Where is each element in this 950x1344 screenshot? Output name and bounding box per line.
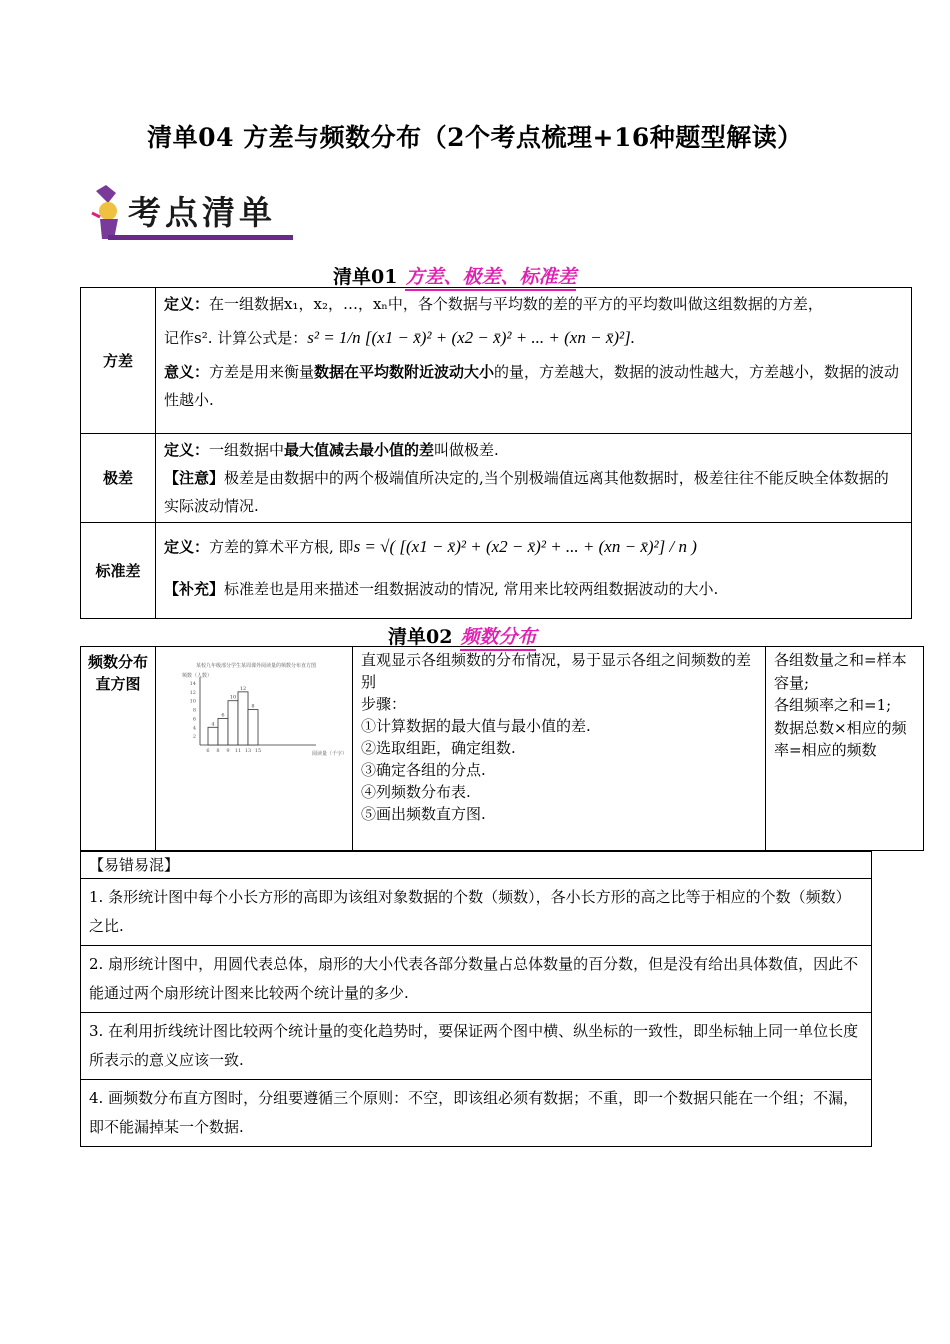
table-row xyxy=(81,647,924,851)
table-row xyxy=(81,288,912,434)
variance-content: 定义：在一组数据x₁，x₂，…，xₙ中，各个数据与平均数的差的平方的平均数叫做这组数据的方差， 记作s². 计算公式是：s² = 1/n [(x1 − x̄)² + (x2 − x̄)² + ... + (xn − x̄)²]. 意义：方差是用来衡量数据在平均数附近波动大小的量，方差越大，数据的波动性越大，方差越小，数据的波动性越小. xyxy=(156,288,912,434)
step-item: ⑤画出频数直方图. xyxy=(361,805,486,823)
section-badge xyxy=(88,183,293,245)
x-tick-label: 9 xyxy=(226,748,230,754)
section1-heading xyxy=(333,262,576,289)
y-tick-label: 14 xyxy=(189,681,196,687)
section2-table xyxy=(80,646,924,851)
histogram-description: 直观显示各组频数的分布情况，易于显示各组之间频数的差别 步骤： ①计算数据的最大值与最小值的差. ②选取组距，确定组数. ③确定各组的分点. ④列频数分布表. ⑤画出频数直方图. xyxy=(353,647,766,851)
stddev-content: 定义：方差的算术平方根, 即s = √( [(x1 − x̄)² + (x2 − x̄)² + ... + (xn − x̄)²] / n ) 【补充】标准差也是用来描述一组数据波动的情况, 常用来比较两组数据波动的大小. xyxy=(156,523,912,619)
histogram-notes: 各组数量之和=样本容量; 各组频率之和=1; 数据总数×相应的频率=相应的频数 xyxy=(766,647,924,851)
y-tick-label: 10 xyxy=(189,698,196,705)
error-item: 2. 扇形统计图中，用圆代表总体，扇形的大小代表各部分数量占总体数量的百分数，但是没有给出具体数值，因此不能通过两个扇形统计图来比较两个统计量的多少. xyxy=(81,945,871,1012)
x-tick-label: 11 xyxy=(234,748,242,754)
bar-value-label: 6 xyxy=(221,712,225,719)
section1-prefix: 清单01 xyxy=(333,266,398,288)
errors-heading: 【易错易混】 xyxy=(89,856,180,874)
error-item: 1. 条形统计图中每个小长方形的高即为该组对象数据的个数（频数），各小长方形的高之比等于相应的个数（频数）之比. xyxy=(81,878,871,945)
x-tick-label: 6 xyxy=(206,748,210,754)
x-tick-label: 13 xyxy=(244,748,252,754)
error-item: 3. 在利用折线统计图比较两个统计量的变化趋势时，要保证两个图中横、纵坐标的一致性，即坐标轴上同一单位长度所表示的意义应该一致. xyxy=(81,1012,871,1079)
x-tick-label: 8 xyxy=(216,748,220,754)
chart-ylabel: 频数（人数） xyxy=(182,673,213,679)
row-label-variance: 方差 xyxy=(81,288,156,434)
section2-heading xyxy=(388,622,536,649)
y-tick-label: 6 xyxy=(192,716,196,723)
errors-box xyxy=(80,851,872,1147)
bar-value-label: 4 xyxy=(211,721,215,728)
histogram-chart xyxy=(156,653,352,763)
histogram-cell xyxy=(156,647,353,851)
section1-table xyxy=(80,287,912,619)
step-item: ②选取组距，确定组数. xyxy=(361,739,516,757)
mascot-icon xyxy=(88,183,128,243)
histogram-bar xyxy=(208,727,218,745)
histogram-bar xyxy=(218,718,228,745)
page-title: 清单04 方差与频数分布（2个考点梳理+16种题型解读） xyxy=(147,123,803,152)
step-item: ①计算数据的最大值与最小值的差. xyxy=(361,717,591,735)
stddev-formula: s = √( [(x1 − x̄)² + (x2 − x̄)² + ... + (xn − x̄)²] / n ) xyxy=(353,537,697,556)
row-label-stddev: 标准差 xyxy=(81,523,156,619)
table-row xyxy=(81,523,912,619)
error-item: 4. 画频数分布直方图时，分组要遵循三个原则：不空，即该组必须有数据；不重，即一个数据只能在一个组；不漏，即不能漏掉某一个数据. xyxy=(81,1079,871,1146)
step-item: ④列频数分布表. xyxy=(361,783,471,801)
table-row xyxy=(81,434,912,523)
y-tick-label: 12 xyxy=(189,689,196,696)
section2-name: 频数分布 xyxy=(460,626,536,651)
x-tick-label: 15 xyxy=(254,748,262,754)
variance-formula: s² = 1/n [(x1 − x̄)² + (x2 − x̄)² + ... + (xn − x̄)²]. xyxy=(307,328,635,347)
badge-text: 考点清单 xyxy=(128,193,276,232)
y-tick-label: 8 xyxy=(192,707,196,714)
chart-xlabel: 阅读量（千字） xyxy=(312,751,348,757)
y-tick-label: 2 xyxy=(192,734,196,741)
step-item: ③确定各组的分点. xyxy=(361,761,486,779)
histogram-bar xyxy=(228,701,238,745)
histogram-bar xyxy=(238,692,248,745)
chart-title: 某校九年级部分学生某周课外阅读量的频数分布直方图 xyxy=(195,663,317,669)
histogram-bar xyxy=(248,710,258,745)
bar-value-label: 12 xyxy=(239,685,247,692)
y-tick-label: 4 xyxy=(192,725,196,732)
range-content: 定义：一组数据中最大值减去最小值的差叫做极差. 【注意】极差是由数据中的两个极端值所决定的,当个别极端值远离其他数据时，极差往往不能反映全体数据的实际波动情况. xyxy=(156,434,912,523)
bar-value-label: 10 xyxy=(229,694,237,701)
row-label-range: 极差 xyxy=(81,434,156,523)
badge-underline xyxy=(108,235,293,240)
section1-name: 方差、极差、标准差 xyxy=(405,266,576,291)
row-label-histogram: 频数分布直方图 xyxy=(81,647,156,851)
bar-value-label: 8 xyxy=(251,703,255,710)
section2-prefix: 清单02 xyxy=(388,626,453,648)
